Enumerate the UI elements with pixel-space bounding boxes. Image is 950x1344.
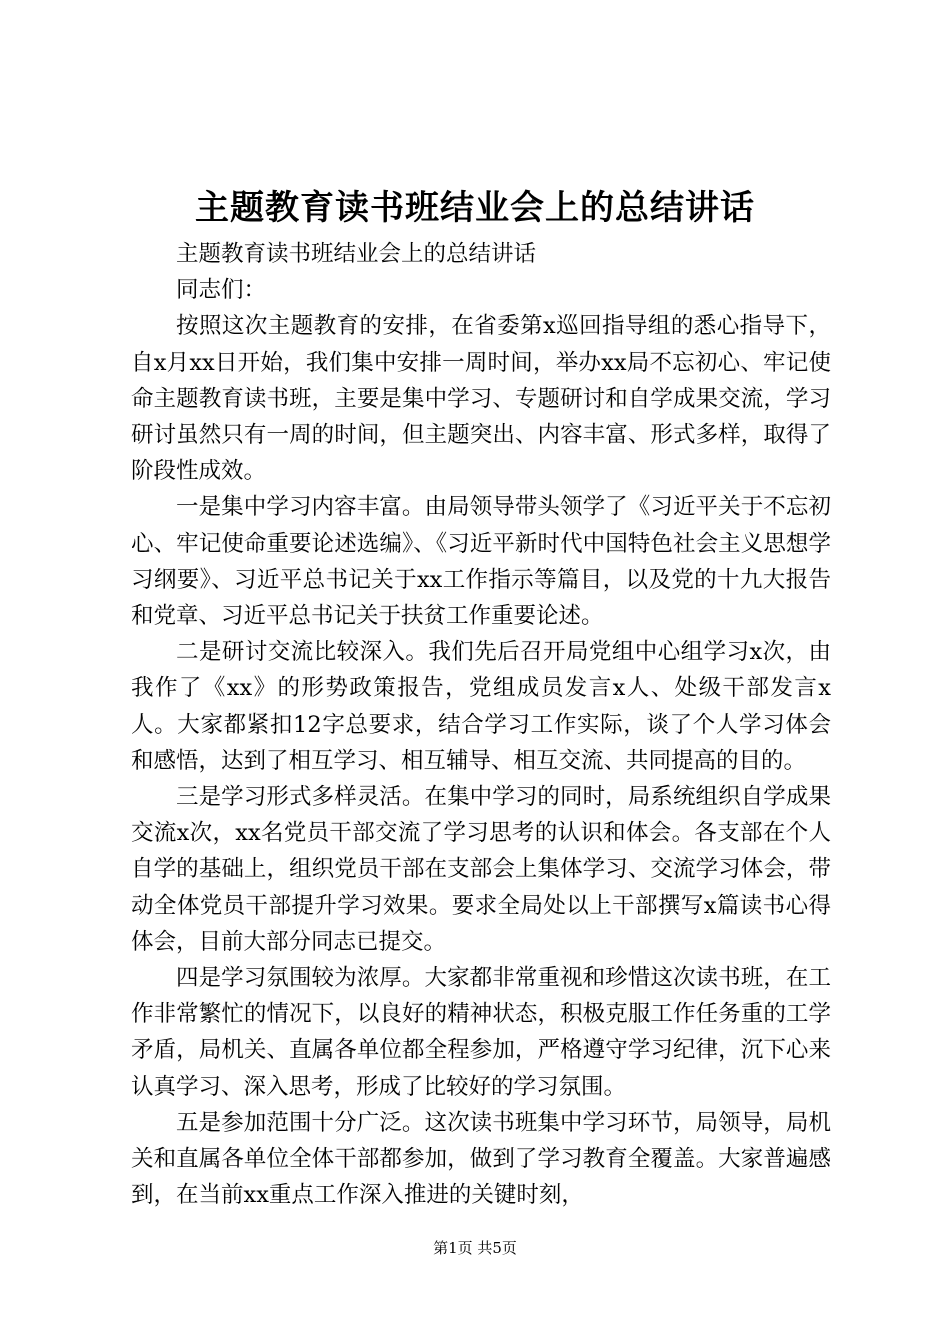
page-number: 第1页 共5页 xyxy=(433,1239,517,1257)
document-body xyxy=(131,236,831,1213)
paragraph-point-5: 五是参加范围十分广泛。这次读书班集中学习环节，局领导，局机关和直属各单位全体干部都参加，做到了学习教育全覆盖。大家普遍感到，在当前xx重点工作深入推进的关键时刻， xyxy=(131,1109,831,1209)
paragraph-point-4: 四是学习氛围较为浓厚。大家都非常重视和珍惜这次读书班，在工作非常繁忙的情况下，以良好的精神状态，积极克服工作任务重的工学矛盾，局机关、直属各单位都全程参加，严格遵守学习纪律，沉下心来认真学习、深入思考，形成了比较好的学习氛围。 xyxy=(131,965,831,1100)
paragraph-point-2: 二是研讨交流比较深入。我们先后召开局党组中心组学习x次，由我作了《xx》的形势政策报告，党组成员发言x人、处级干部发言x人。大家都紧扣12字总要求，结合学习工作实际，谈了个人学习体会和感悟，达到了相互学习、相互辅导、相互交流、共同提高的目的。 xyxy=(131,639,831,774)
paragraph-subtitle: 主题教育读书班结业会上的总结讲话 xyxy=(176,241,537,267)
paragraph-salutation: 同志们： xyxy=(176,277,267,304)
paragraph-intro: 按照这次主题教育的安排，在省委第x巡回指导组的悉心指导下，自x月xx日开始，我们集中安排一周时间，举办xx局不忘初心、牢记使命主题教育读书班，主要是集中学习、专题研讨和自学成果交流，学习研讨虽然只有一周的时间，但主题突出、内容丰富、形式多样，取得了阶段性成效。 xyxy=(131,313,831,485)
paragraph-point-3: 三是学习形式多样灵活。在集中学习的同时，局系统组织自学成果交流x次，xx名党员干部交流了学习思考的认识和体会。各支部在个人自学的基础上，组织党员干部在支部会上集体学习、交流学习体会，带动全体党员干部提升学习效果。要求全局处以上干部撰写x篇读书心得体会，目前大部分同志已提交。 xyxy=(131,784,831,955)
document-title: 主题教育读书班结业会上的总结讲话 xyxy=(195,188,755,228)
paragraph-point-1: 一是集中学习内容丰富。由局领导带头领学了《习近平关于不忘初心、牢记使命重要论述选编》、《习近平新时代中国特色社会主义思想学习纲要》、习近平总书记关于xx工作指示等篇目，以及党的十九大报告和党章、习近平总书记关于扶贫工作重要论述。 xyxy=(131,494,831,630)
